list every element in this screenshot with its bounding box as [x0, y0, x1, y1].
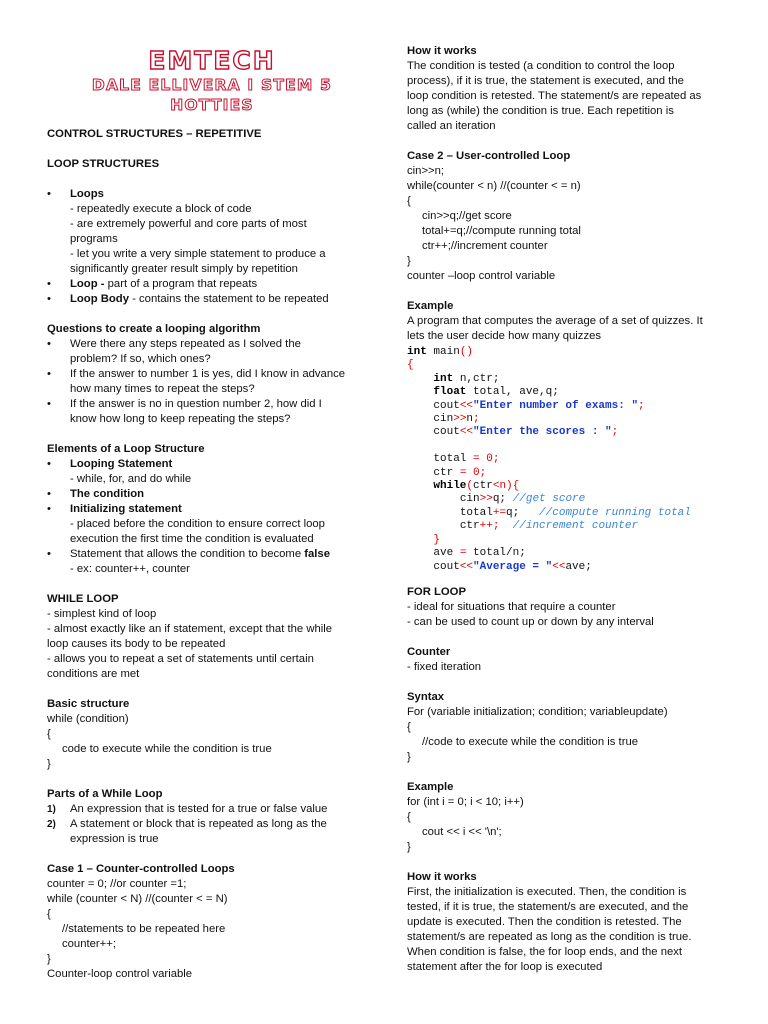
basic-line: while (condition)	[47, 713, 129, 725]
while-line: - allows you to repeat a set of statements until certain	[47, 653, 314, 665]
element-sub: execution the first time the condition is evaluated	[70, 533, 314, 545]
case1-line: {	[47, 908, 51, 920]
example2-line: {	[407, 810, 411, 823]
doc-logo-title: EMTECH	[148, 46, 276, 75]
for-line: - can be used to count up or down by any interval	[407, 615, 654, 628]
right-column	[407, 44, 727, 975]
basic-structure-heading: Basic structure	[47, 698, 130, 710]
bullet-loop-def: • Loop - part of a program that repeats	[47, 278, 258, 290]
loops-line: programs	[70, 233, 118, 245]
part-item-cont: expression is true	[70, 833, 159, 845]
how-line: long as (while) the condition is true. Each repetition is	[407, 105, 674, 117]
how2-line: When condition is false, the for loop ends, and the next	[407, 945, 683, 958]
question-item-cont: how many times to repeat the steps?	[70, 383, 255, 395]
basic-body: code to execute while the condition is true	[62, 743, 272, 755]
counter-line: - fixed iteration	[407, 660, 482, 673]
case1-line: counter = 0; //or counter =1;	[47, 878, 187, 890]
doc-logo-subtitle: DALE ELLIVERA I STEM 5 HOTTIES	[91, 76, 333, 114]
syntax-body: //code to execute while the condition is true	[422, 735, 639, 748]
example-heading: Example	[407, 300, 454, 312]
loops-line: - let you write a very simple statement to produce a	[70, 248, 326, 260]
question-item: • If the answer is no in question number 2, how did I	[47, 398, 322, 410]
questions-heading: Questions to create a looping algorithm	[47, 323, 261, 335]
how2-heading: How it works	[407, 870, 477, 883]
element-item: • Statement that allows the condition to become false	[47, 548, 330, 560]
example2-body: cout << i << '\n';	[422, 825, 502, 838]
case1-note: Counter-loop control variable	[47, 968, 193, 980]
syntax-line: For (variable initialization; condition; variableupdate)	[407, 705, 668, 718]
question-item-cont: problem? If so, which ones?	[70, 353, 211, 365]
while-line: - almost exactly like an if statement, except that the while	[47, 623, 333, 635]
how-line: called an iteration	[407, 120, 496, 132]
element-sub: - ex: counter++, counter	[70, 563, 190, 575]
how2-line: tested, if it is true, the statement/s are executed, and the	[407, 900, 689, 913]
example2-heading: Example	[407, 780, 454, 793]
element-item: • The condition	[47, 488, 145, 500]
parts-heading: Parts of a While Loop	[47, 788, 163, 800]
how-line: loop condition is retested. The statement/s are repeated as	[407, 90, 702, 102]
while-loop-heading: WHILE LOOP	[47, 593, 119, 605]
how2-line: update is executed. Then the condition is retested. The	[407, 915, 682, 928]
case2-close: }	[407, 255, 411, 267]
syntax-heading: Syntax	[407, 690, 445, 703]
for-loop-heading: FOR LOOP	[407, 585, 466, 598]
example2-close: }	[407, 840, 411, 853]
example-line: A program that computes the average of a set of quizzes. It	[407, 315, 703, 327]
example-line: lets the user decide how many quizzes	[407, 330, 602, 342]
how-line: The condition is tested (a condition to control the loop	[407, 60, 675, 72]
case2-body: total+=q;//compute running total	[422, 225, 581, 237]
code-block: int main() { int n,ctr; float total, ave,q; cout<<"Enter number of exams: "; cin>>n; cout<<"Enter the scores : "; total = 0; ctr = 0; while(ctr<n){ cin>>q; //get score total+=q; //compute running total ctr++; //increment counter } ave = total/n; cout<<"Average = "<<ave;	[407, 346, 691, 573]
loops-line: significantly greater result simply by repetition	[70, 263, 298, 275]
case1-line: while (counter < N) //(counter < = N)	[47, 893, 228, 905]
for-line: - ideal for situations that require a counter	[407, 600, 616, 613]
example2-line: for (int i = 0; i < 10; i++)	[407, 795, 524, 808]
how-heading: How it works	[407, 45, 477, 57]
case2-line: cin>>n;	[407, 165, 445, 177]
syntax-close: }	[407, 750, 411, 763]
case1-heading: Case 1 – Counter-controlled Loops	[47, 863, 235, 875]
element-sub: - placed before the condition to ensure correct loop	[70, 518, 325, 530]
element-item: • Initializing statement	[47, 503, 182, 515]
section-title: CONTROL STRUCTURES – REPETITIVE	[47, 128, 262, 140]
while-line: conditions are met	[47, 668, 140, 680]
bullet-loop-body: • Loop Body - contains the statement to be repeated	[47, 293, 329, 305]
case2-line: while(counter < n) //(counter < = n)	[407, 180, 581, 192]
while-line: - simplest kind of loop	[47, 608, 157, 620]
left-column	[47, 0, 372, 982]
question-item-cont: know how long to keep repeating the steps?	[70, 413, 291, 425]
basic-line: {	[47, 728, 51, 740]
case1-close: }	[47, 953, 51, 965]
case1-body: //statements to be repeated here	[62, 923, 226, 935]
case2-heading: Case 2 – User-controlled Loop	[407, 150, 571, 162]
basic-close: }	[47, 758, 51, 770]
how2-line: statement/s are repeated as long as the condition is true.	[407, 930, 692, 943]
loops-line: - repeatedly execute a block of code	[70, 203, 252, 215]
counter-heading: Counter	[407, 645, 451, 658]
case1-body: counter++;	[62, 938, 117, 950]
part-item: 1) An expression that is tested for a true or false value	[47, 803, 328, 815]
part-item: 2) A statement or block that is repeated as long as the	[47, 818, 327, 830]
loop-structures-heading: LOOP STRUCTURES	[47, 158, 160, 170]
case2-body: ctr++;//increment counter	[422, 240, 548, 252]
syntax-line: {	[407, 720, 411, 733]
how-line: process), if it is true, the statement is executed, and the	[407, 75, 684, 87]
question-item: • If the answer to number 1 is yes, did I know in advance	[47, 368, 346, 380]
while-line: loop causes its body to be repeated	[47, 638, 226, 650]
question-item: • Were there any steps repeated as I solved the	[47, 338, 301, 350]
case2-line: {	[407, 195, 411, 207]
how2-line: First, the initialization is executed. Then, the condition is	[407, 885, 687, 898]
case2-note: counter –loop control variable	[407, 270, 556, 282]
loops-line: - are extremely powerful and core parts of most	[70, 218, 307, 230]
how2-line: statement after the for loop is executed	[407, 960, 603, 973]
bullet-loops: • Loops	[47, 188, 104, 200]
elements-heading: Elements of a Loop Structure	[47, 443, 205, 455]
case2-body: cin>>q;//get score	[422, 210, 512, 222]
element-sub: - while, for, and do while	[70, 473, 192, 485]
element-item: • Looping Statement	[47, 458, 173, 470]
